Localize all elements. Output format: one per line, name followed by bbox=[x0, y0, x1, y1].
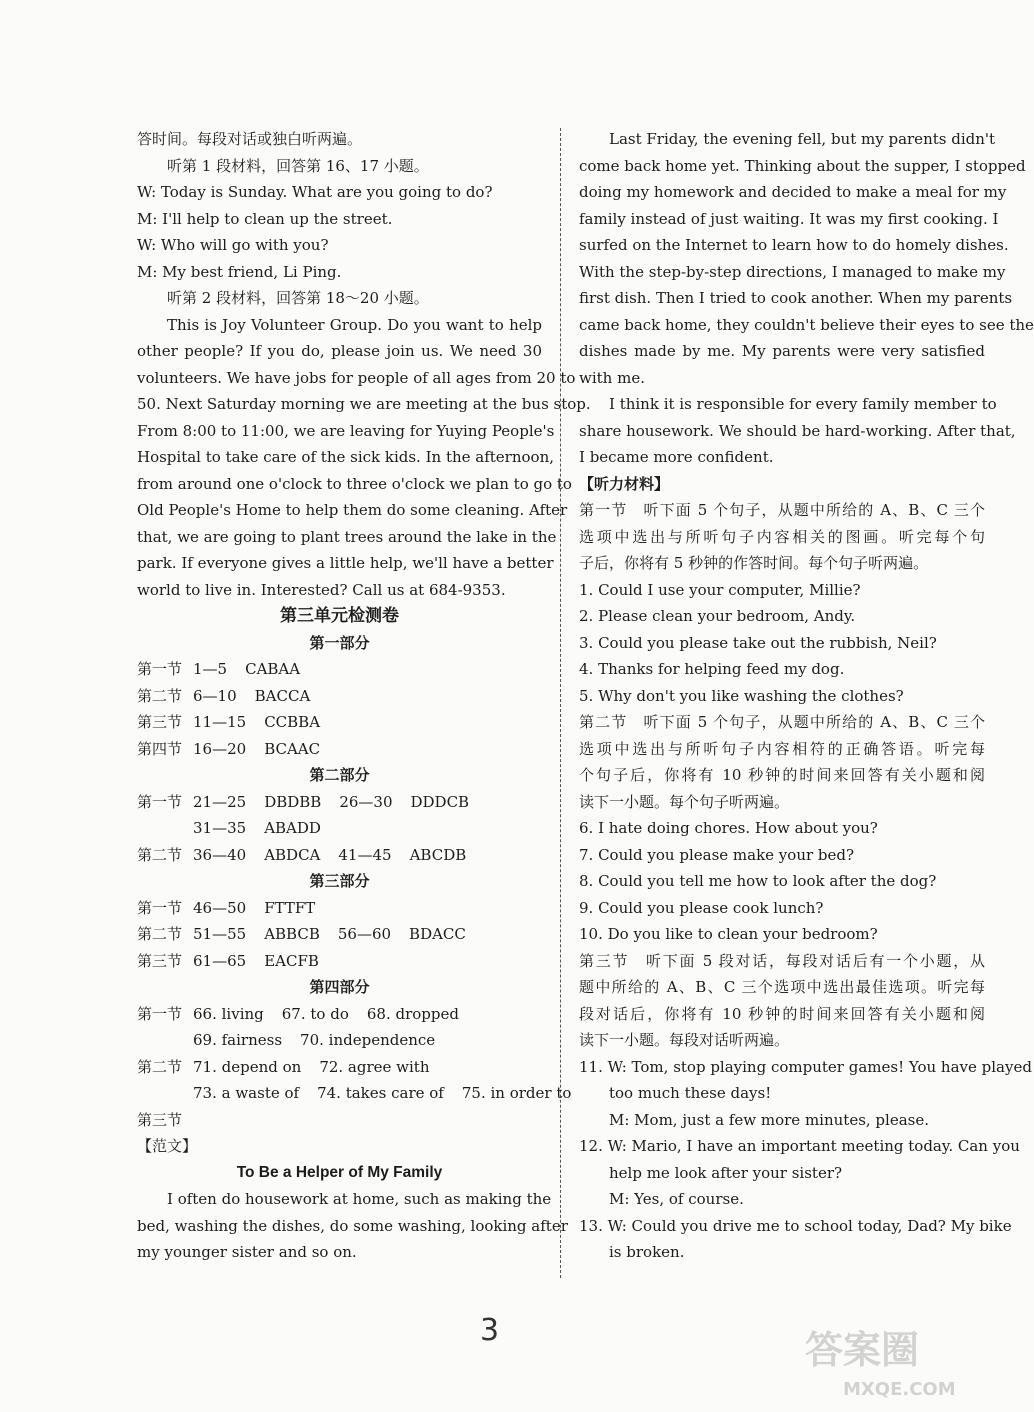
answer-row bbox=[137, 1080, 572, 1107]
essay-line: share housework. We should be hard-working. After that, bbox=[579, 421, 1016, 440]
answer-row bbox=[137, 683, 542, 710]
answer-group: 51—55 bbox=[193, 925, 247, 943]
essay-line: With the step-by-step directions, I managed to make my bbox=[579, 262, 1006, 281]
essay-line: dishes made by me. My parents were very satisfied bbox=[579, 342, 985, 360]
passage-line: From 8:00 to 11:00, we are leaving for Yuying People's bbox=[137, 421, 555, 440]
answer-section-label bbox=[137, 815, 193, 842]
passage-line: volunteers. We have jobs for people of all ages from 20 to bbox=[137, 368, 576, 387]
essay-line: Last Friday, the evening fell, but my parents didn't bbox=[609, 130, 996, 148]
answer-section-label: 第四节 bbox=[137, 739, 183, 758]
instruction-line: 选项中选出与所听句子内容相符的正确答语。听完每 bbox=[579, 739, 985, 758]
answer-group: DBDBB bbox=[264, 792, 322, 811]
instruction-line: 题中所给的 A、B、C 三个选项中选出最佳选项。听完每 bbox=[579, 978, 985, 996]
passage-line: that, we are going to plant trees around the lake in the bbox=[137, 527, 557, 546]
answer-row bbox=[137, 736, 542, 763]
listening-item: 8. Could you tell me how to look after the dog? bbox=[579, 872, 937, 890]
answer-group: 67. to do bbox=[281, 1004, 349, 1023]
answer-row bbox=[137, 1054, 542, 1081]
model-essay-title: To Be a Helper of My Family bbox=[236, 1163, 443, 1181]
intro-line: 答时间。每段对话或独白听两遍。 bbox=[137, 130, 363, 148]
answer-group: CCBBA bbox=[264, 713, 321, 731]
answer-group: 66. living bbox=[193, 1004, 264, 1023]
part-4-answers bbox=[137, 1001, 572, 1134]
answer-row bbox=[137, 842, 542, 869]
left-column bbox=[137, 126, 591, 1266]
part-2-answers bbox=[137, 789, 542, 869]
passage-line: from around one o'clock to three o'clock we plan to go to bbox=[137, 474, 572, 493]
answer-group: 21—25 bbox=[193, 792, 247, 811]
instruction-line: 读下一小题。每段对话听两遍。 bbox=[579, 1031, 790, 1049]
answer-row bbox=[137, 1001, 542, 1028]
answer-group: ABADD bbox=[264, 819, 321, 837]
dialog-line: M: Yes, of course. bbox=[609, 1190, 744, 1208]
listening-item: 3. Could you please take out the rubbish, Neil? bbox=[579, 633, 937, 652]
dialog-line: 11. W: Tom, stop playing computer games! You have played bbox=[579, 1057, 1032, 1076]
dialog-line: M: I'll help to clean up the street. bbox=[137, 209, 393, 228]
answer-group: 41—45 bbox=[338, 845, 392, 864]
answer-section-label bbox=[137, 1027, 193, 1054]
part-1-heading: 第一部分 bbox=[309, 633, 370, 652]
answer-row bbox=[137, 1027, 542, 1054]
passage-line: world to live in. Interested? Call us at 684-9353. bbox=[137, 580, 506, 599]
essay-line: family instead of just waiting. It was my first cooking. I bbox=[579, 209, 999, 228]
dialog-1 bbox=[137, 179, 542, 285]
essay-line: surfed on the Internet to learn how to do homely dishes. bbox=[579, 236, 1009, 254]
essay-line: came back home, they couldn't believe their eyes to see the bbox=[579, 315, 1034, 334]
section-1-heading: 听第 1 段材料，回答第 16、17 小题。 bbox=[167, 156, 429, 175]
answer-group: 72. agree with bbox=[319, 1057, 430, 1076]
essay-line: doing my homework and decided to make a meal for my bbox=[579, 183, 1007, 201]
answer-section-label: 第二节 bbox=[137, 925, 183, 943]
answer-section-label: 第一节 bbox=[137, 660, 183, 678]
answer-group: 74. takes care of bbox=[317, 1084, 444, 1102]
part-2-heading: 第二部分 bbox=[309, 766, 370, 784]
answer-group: 31—35 bbox=[193, 819, 247, 837]
instruction-line: 读下一小题。每个句子听两遍。 bbox=[579, 792, 790, 811]
section-2-heading: 听第 2 段材料，回答第 18～20 小题。 bbox=[167, 289, 429, 307]
answer-group: 68. dropped bbox=[366, 1004, 459, 1023]
watermark-text: 答案圈 bbox=[805, 1328, 920, 1372]
answer-row bbox=[137, 1107, 542, 1134]
answer-row bbox=[137, 789, 542, 816]
answer-row bbox=[137, 656, 542, 683]
listening-item: 2. Please clean your bedroom, Andy. bbox=[579, 607, 856, 625]
answer-row bbox=[137, 815, 542, 842]
answer-section-label: 第二节 bbox=[137, 686, 183, 705]
essay-line: first dish. Then I tried to cook another. When my parents bbox=[579, 289, 1013, 307]
essay-line: come back home yet. Thinking about the supper, I stopped bbox=[579, 156, 1026, 175]
dialog-line: W: Today is Sunday. What are you going to do? bbox=[137, 183, 493, 201]
answer-row bbox=[137, 948, 542, 975]
answer-group: 46—50 bbox=[193, 898, 247, 917]
passage-line: Old People's Home to help them do some cleaning. After bbox=[137, 501, 568, 519]
passage-line: 50. Next Saturday morning we are meeting at the bus stop. bbox=[137, 395, 591, 413]
answer-section-label: 第二节 bbox=[137, 845, 183, 864]
passage-line: This is Joy Volunteer Group. Do you want to help bbox=[167, 315, 542, 334]
answer-group: 69. fairness bbox=[193, 1031, 283, 1049]
listening-item: 5. Why don't you like washing the clothes? bbox=[579, 686, 904, 705]
answer-group: BACCA bbox=[254, 686, 311, 705]
listening-heading: 【听力材料】 bbox=[579, 474, 670, 493]
answer-group: 61—65 bbox=[193, 951, 247, 970]
answer-group: 36—40 bbox=[193, 845, 247, 864]
part-3-heading: 第三部分 bbox=[309, 872, 370, 890]
answer-group: BCAAC bbox=[264, 739, 321, 758]
dialog-line: is broken. bbox=[609, 1243, 685, 1261]
answer-group: 6—10 bbox=[193, 686, 237, 705]
listening-item: 9. Could you please cook lunch? bbox=[579, 898, 824, 917]
answer-row bbox=[137, 921, 542, 948]
answer-group: BDACC bbox=[409, 925, 466, 943]
part-3-answers bbox=[137, 895, 542, 975]
essay-line: bed, washing the dishes, do some washing, looking after bbox=[137, 1216, 568, 1235]
listening-item: 4. Thanks for helping feed my dog. bbox=[579, 660, 845, 678]
answer-group: DDDCB bbox=[410, 792, 470, 811]
listening-item: 10. Do you like to clean your bedroom? bbox=[579, 925, 878, 943]
dialog-line: help me look after your sister? bbox=[609, 1163, 843, 1182]
page-number: 3 bbox=[480, 1313, 500, 1348]
listening-item: 1. Could I use your computer, Millie? bbox=[579, 580, 861, 599]
instruction-line: 选项中选出与所听句子内容相关的图画。听完每个句 bbox=[579, 527, 985, 546]
answer-group: 75. in order to bbox=[461, 1084, 572, 1102]
essay-line: I think it is responsible for every family member to bbox=[609, 395, 997, 413]
listening-item: 6. I hate doing chores. How about you? bbox=[579, 819, 878, 837]
part-4-heading: 第四部分 bbox=[309, 978, 370, 996]
essay-line: my younger sister and so on. bbox=[137, 1243, 357, 1261]
watermark-logo bbox=[793, 1319, 988, 1404]
dialog-line: M: My best friend, Li Ping. bbox=[137, 262, 342, 281]
unit-title: 第三单元检测卷 bbox=[280, 606, 399, 626]
answer-row bbox=[137, 895, 542, 922]
watermark-url: MXQE.COM bbox=[843, 1379, 956, 1400]
answer-group: ABBCB bbox=[264, 925, 320, 943]
passage bbox=[137, 312, 591, 604]
instruction-line: 第二节 听下面 5 个句子，从题中所给的 A、B、C 三个 bbox=[579, 713, 985, 731]
answer-group: ABCDB bbox=[409, 845, 467, 864]
answer-section-label: 第三节 bbox=[137, 713, 183, 731]
essay-line: with me. bbox=[579, 368, 645, 387]
answer-group: EACFB bbox=[264, 951, 319, 970]
answer-section-label: 第三节 bbox=[137, 951, 183, 970]
answer-group: 1—5 bbox=[193, 660, 228, 678]
answer-group: 70. independence bbox=[300, 1031, 436, 1049]
answer-section-label: 第二节 bbox=[137, 1057, 183, 1076]
answer-group: 71. depend on bbox=[193, 1057, 302, 1076]
answer-group: FTTFT bbox=[264, 898, 316, 917]
dialog-line: too much these days! bbox=[609, 1084, 772, 1102]
dialog-line: 12. W: Mario, I have an important meeting today. Can you bbox=[579, 1137, 1020, 1155]
instruction-line: 段对话后，你将有 10 秒钟的时间来回答有关小题和阅 bbox=[579, 1004, 985, 1023]
answer-group: 11—15 bbox=[193, 713, 247, 731]
essay-line: I became more confident. bbox=[579, 448, 774, 466]
answer-group: 26—30 bbox=[339, 792, 393, 811]
answer-section-label: 第一节 bbox=[137, 1004, 183, 1023]
dialog-line: M: Mom, just a few more minutes, please. bbox=[609, 1110, 929, 1129]
dialog-line: W: Who will go with you? bbox=[137, 236, 329, 254]
instruction-line: 第一节 听下面 5 个句子，从题中所给的 A、B、C 三个 bbox=[579, 501, 985, 519]
essay-line: I often do housework at home, such as making the bbox=[167, 1190, 552, 1208]
answer-group: 56—60 bbox=[337, 925, 392, 943]
listening-item: 7. Could you please make your bed? bbox=[579, 845, 855, 864]
answer-group: 16—20 bbox=[193, 739, 247, 758]
dialog-line: 13. W: Could you drive me to school today, Dad? My bike bbox=[579, 1216, 1012, 1235]
passage-line: park. If everyone gives a little help, we'll have a better bbox=[137, 554, 554, 572]
instruction-line: 个句子后，你将有 10 秒钟的时间来回答有关小题和阅 bbox=[579, 766, 985, 784]
answer-section-label bbox=[137, 1080, 193, 1107]
right-column bbox=[579, 126, 1034, 1266]
part-1-answers bbox=[137, 656, 542, 762]
fanwen-label: 【范文】 bbox=[137, 1137, 198, 1155]
instruction-line: 第三节 听下面 5 段对话，每段对话后有一个小题，从 bbox=[579, 951, 985, 970]
answer-group: CABAA bbox=[245, 660, 301, 678]
instruction-line: 子后，你将有 5 秒钟的作答时间。每个句子听两遍。 bbox=[579, 554, 929, 572]
answer-row bbox=[137, 709, 542, 736]
answer-group: ABDCA bbox=[264, 845, 321, 864]
answer-section-label: 第一节 bbox=[137, 792, 183, 811]
answer-section-label: 第一节 bbox=[137, 898, 183, 917]
passage-line: Hospital to take care of the sick kids. In the afternoon, bbox=[137, 448, 555, 466]
answer-group: 73. a waste of bbox=[193, 1084, 300, 1102]
passage-line: other people? If you do, please join us. We need 30 bbox=[137, 342, 542, 360]
answer-section-label: 第三节 bbox=[137, 1110, 183, 1129]
